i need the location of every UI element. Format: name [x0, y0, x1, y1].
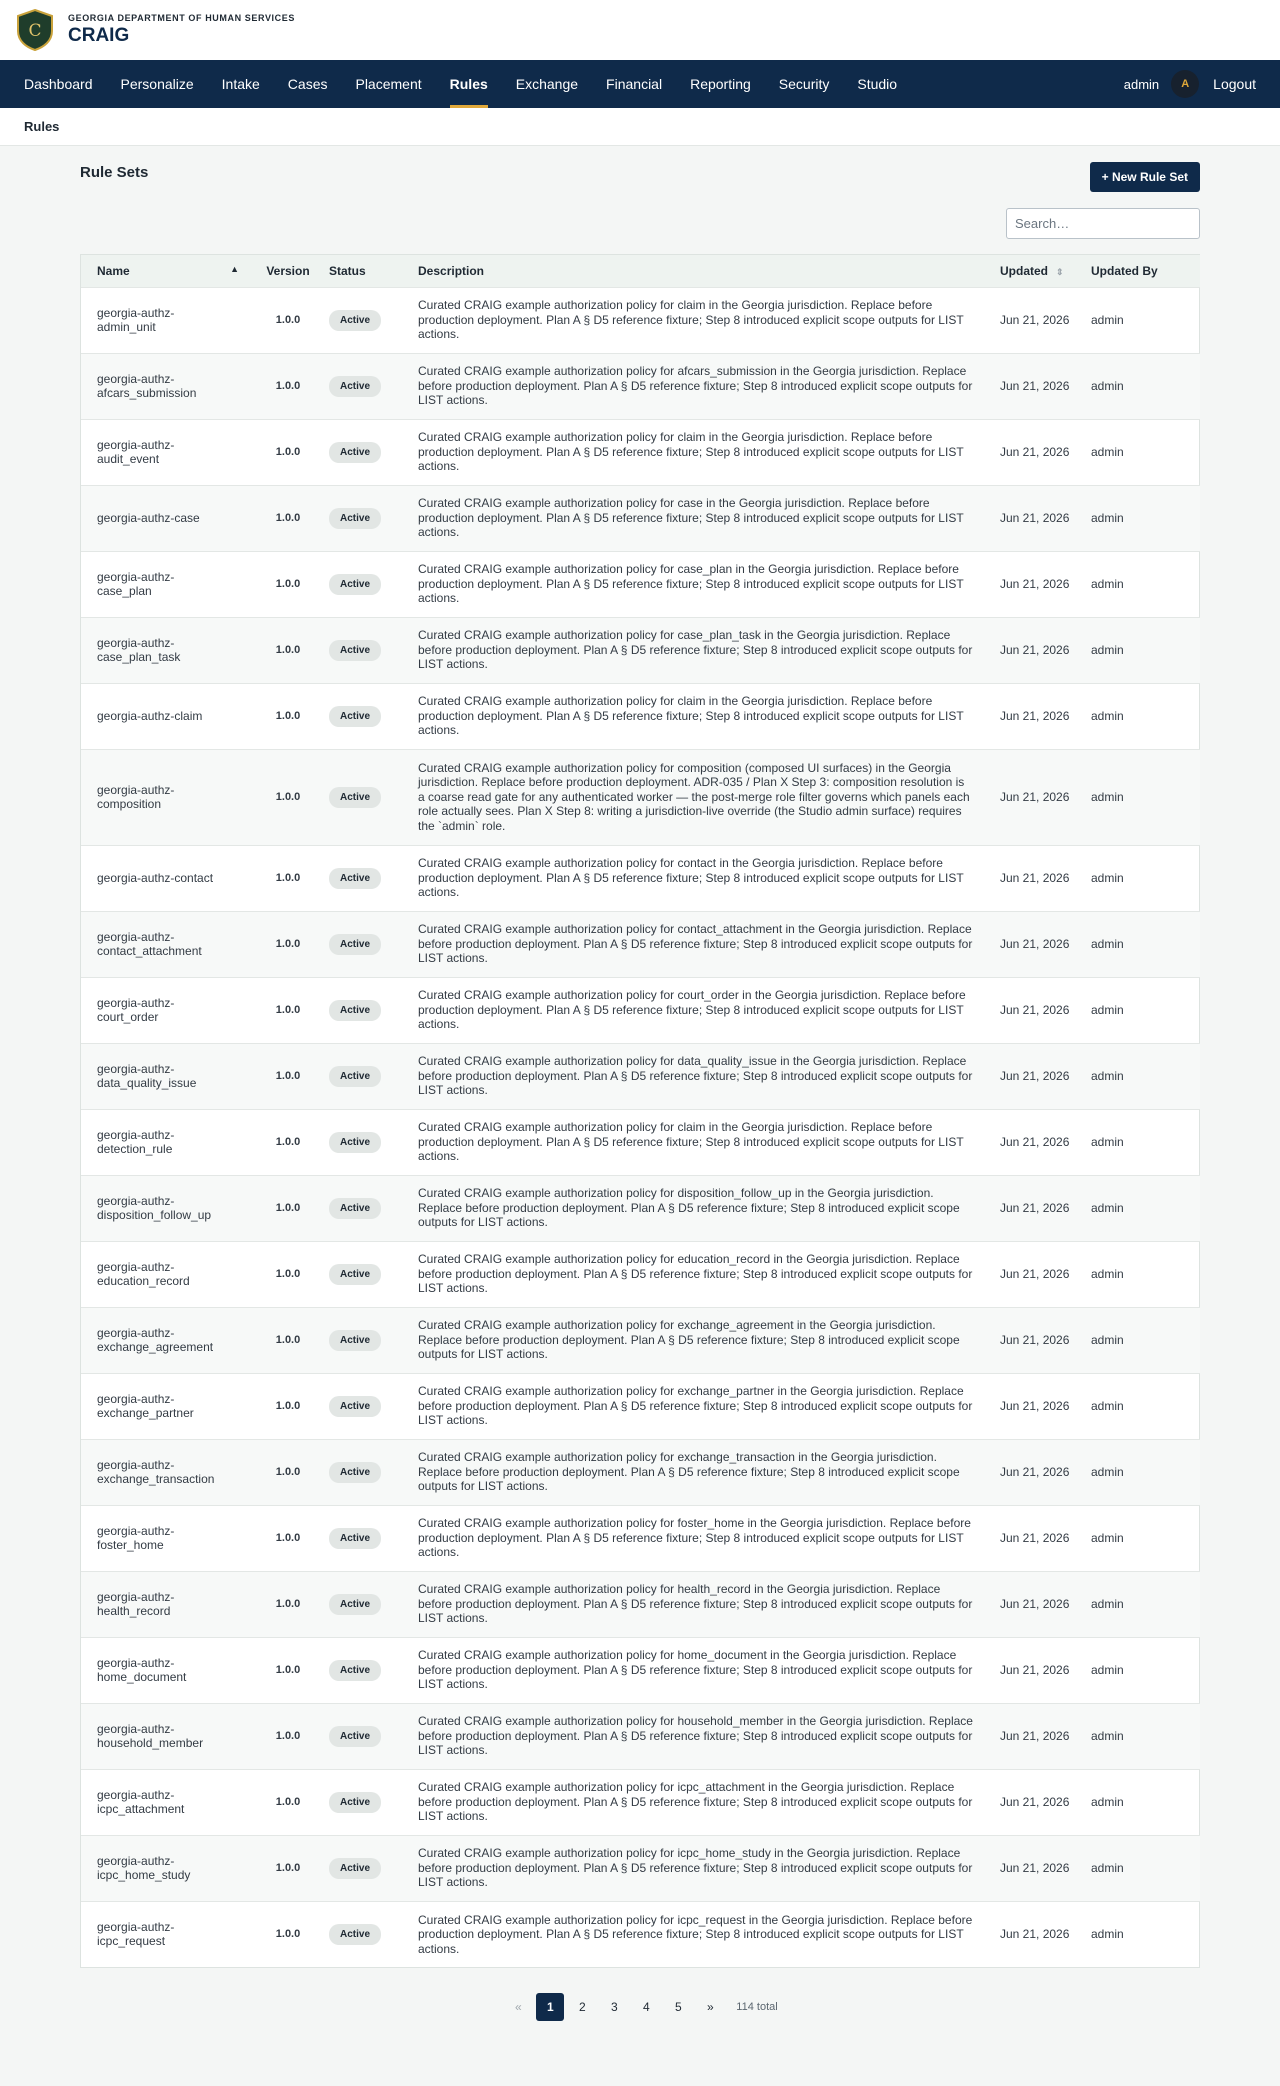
rule-set-name-line: georgia-authz-: [97, 1589, 175, 1604]
status-badge: Active: [329, 1000, 381, 1021]
status-cell: [323, 287, 412, 353]
breadcrumb: [0, 108, 1280, 146]
rule-set-name-line: georgia-authz-: [97, 782, 175, 797]
rule-set-name-cell[interactable]: [81, 1505, 253, 1571]
column-header-updated-by[interactable]: Updated By: [1091, 263, 1158, 278]
rule-set-name-line: icpc_request: [97, 1934, 166, 1949]
status-badge: Active: [329, 934, 381, 955]
nav-item-security[interactable]: Security: [778, 76, 830, 92]
rule-set-name-line: georgia-authz-claim: [97, 708, 203, 723]
version-cell: 1.0.0: [253, 1373, 323, 1439]
updated-cell: Jun 21, 2026: [994, 749, 1085, 845]
rule-set-name-cell[interactable]: [81, 1307, 253, 1373]
description-cell: Curated CRAIG example authorization policy for claim in the Georgia jurisdiction. Replace before production deployment. Plan A § D5 reference fixture; Step 8 introduced explicit scope outputs for LIST actions.: [412, 683, 994, 749]
description-cell: Curated CRAIG example authorization policy for data_quality_issue in the Georgia jurisdiction. Replace before production deployment. Plan A § D5 reference fixture; Step 8 introduced explicit scope outputs for LIST actions.: [412, 1043, 994, 1109]
page-title: Rule Sets: [80, 164, 149, 181]
rule-set-name-line: georgia-authz-: [97, 1325, 175, 1340]
rule-set-name-cell[interactable]: [81, 1637, 253, 1703]
description-cell: Curated CRAIG example authorization policy for exchange_agreement in the Georgia jurisdiction. Replace before production deployment. Plan A § D5 reference fixture; Step 8 introduced explicit scope outputs for LIST actions.: [412, 1307, 994, 1373]
updated-by-cell: admin: [1085, 1703, 1200, 1769]
sort-toggle-icon: ⇕: [1056, 266, 1064, 277]
updated-by-cell: admin: [1085, 1109, 1200, 1175]
logout-link[interactable]: Logout: [1213, 76, 1256, 92]
status-cell: [323, 749, 412, 845]
version-cell: 1.0.0: [253, 977, 323, 1043]
status-badge: Active: [329, 574, 381, 595]
nav-item-financial[interactable]: Financial: [606, 76, 663, 92]
status-badge: Active: [329, 1660, 381, 1681]
updated-by-cell: admin: [1085, 353, 1200, 419]
description-cell: Curated CRAIG example authorization policy for exchange_transaction in the Georgia jurisdiction. Replace before production deployment. Plan A § D5 reference fixture; Step 8 introduced explicit scope outputs for LIST actions.: [412, 1439, 994, 1505]
updated-cell: Jun 21, 2026: [994, 1175, 1085, 1241]
version-cell: 1.0.0: [253, 1109, 323, 1175]
rule-set-name-line: data_quality_issue: [97, 1076, 197, 1090]
status-badge: Active: [329, 1528, 381, 1549]
description-cell: Curated CRAIG example authorization policy for case in the Georgia jurisdiction. Replace before production deployment. Plan A § D5 reference fixture; Step 8 introduced explicit scope outputs for LIST actions.: [412, 485, 994, 551]
main-nav: [0, 60, 1280, 108]
version-cell: 1.0.0: [253, 1043, 323, 1109]
rule-set-name-cell[interactable]: [81, 287, 253, 353]
version-cell: 1.0.0: [253, 419, 323, 485]
table-row[interactable]: [81, 977, 1200, 1043]
page-button-4[interactable]: 4: [642, 2000, 650, 2014]
version-cell: 1.0.0: [253, 749, 323, 845]
description-cell: Curated CRAIG example authorization policy for household_member in the Georgia jurisdiction. Replace before production deployment. Plan A § D5 reference fixture; Step 8 introduced explicit scope outputs for LIST actions.: [412, 1703, 994, 1769]
rule-set-name-line: case_plan_task: [97, 650, 181, 664]
table-row[interactable]: [81, 683, 1200, 749]
rule-set-name-line: georgia-authz-: [97, 305, 175, 320]
rule-set-name-cell[interactable]: [81, 1439, 253, 1505]
status-cell: [323, 1769, 412, 1835]
status-badge: Active: [329, 1594, 381, 1615]
updated-cell: Jun 21, 2026: [994, 977, 1085, 1043]
updated-cell: Jun 21, 2026: [994, 1307, 1085, 1373]
brand: [68, 13, 295, 47]
status-cell: [323, 1043, 412, 1109]
rule-set-name-line: composition: [97, 797, 162, 811]
updated-by-cell: admin: [1085, 551, 1200, 617]
rule-set-name-line: case_plan: [97, 584, 152, 598]
status-cell: [323, 1505, 412, 1571]
rule-set-name-line: georgia-authz-: [97, 1061, 175, 1076]
status-cell: [323, 1835, 412, 1901]
column-header-updated-label: Updated: [1000, 263, 1048, 278]
version-cell: 1.0.0: [253, 1307, 323, 1373]
status-badge: Active: [329, 1330, 381, 1351]
next-page-button[interactable]: »: [706, 2000, 714, 2014]
description-cell: Curated CRAIG example authorization policy for disposition_follow_up in the Georgia jurisdiction. Replace before production deployment. Plan A § D5 reference fixture; Step 8 introduced explicit scope outputs for LIST actions.: [412, 1175, 994, 1241]
version-cell: 1.0.0: [253, 551, 323, 617]
updated-by-cell: admin: [1085, 1241, 1200, 1307]
rule-set-name-line: georgia-authz-: [97, 1919, 175, 1934]
status-cell: [323, 1637, 412, 1703]
user-name: admin: [1123, 76, 1160, 92]
rule-set-name-line: georgia-authz-contact: [97, 870, 214, 885]
updated-cell: Jun 21, 2026: [994, 1703, 1085, 1769]
nav-item-studio[interactable]: Studio: [857, 76, 898, 92]
main-content: [80, 146, 1200, 2021]
rule-set-name-line: exchange_transaction: [97, 1472, 215, 1486]
table-row[interactable]: [81, 485, 1200, 551]
column-header-version[interactable]: Version: [266, 263, 310, 278]
updated-by-cell: admin: [1085, 1637, 1200, 1703]
updated-cell: Jun 21, 2026: [994, 551, 1085, 617]
table-row[interactable]: [81, 419, 1200, 485]
description-cell: Curated CRAIG example authorization policy for education_record in the Georgia jurisdiction. Replace before production deployment. Plan A § D5 reference fixture; Step 8 introduced explicit scope outputs for LIST actions.: [412, 1241, 994, 1307]
table-row[interactable]: [81, 1373, 1200, 1439]
version-cell: 1.0.0: [253, 353, 323, 419]
status-badge: Active: [329, 706, 381, 727]
rule-set-name-cell[interactable]: [81, 749, 253, 845]
rule-set-name-line: admin_unit: [97, 320, 156, 334]
status-badge: Active: [329, 376, 381, 397]
rule-set-name-cell[interactable]: [81, 1769, 253, 1835]
rule-set-name-line: contact_attachment: [97, 944, 202, 958]
rule-set-name-cell[interactable]: [81, 1835, 253, 1901]
updated-by-cell: admin: [1085, 1769, 1200, 1835]
rule-set-name-line: georgia-authz-: [97, 1655, 175, 1670]
version-cell: 1.0.0: [253, 1703, 323, 1769]
updated-cell: Jun 21, 2026: [994, 353, 1085, 419]
rule-set-name-cell[interactable]: [81, 1571, 253, 1637]
version-cell: 1.0.0: [253, 485, 323, 551]
rule-set-name-cell[interactable]: [81, 683, 253, 749]
breadcrumb-current: Rules: [24, 119, 60, 134]
user-menu: [1124, 60, 1256, 108]
rule-set-name-line: georgia-authz-: [97, 371, 175, 386]
updated-cell: Jun 21, 2026: [994, 1505, 1085, 1571]
table-row[interactable]: [81, 1175, 1200, 1241]
status-cell: [323, 977, 412, 1043]
table-row[interactable]: [81, 1505, 1200, 1571]
description-cell: Curated CRAIG example authorization policy for contact in the Georgia jurisdiction. Replace before production deployment. Plan A § D5 reference fixture; Step 8 introduced explicit scope outputs for LIST actions.: [412, 845, 994, 911]
rule-set-name-cell[interactable]: [81, 485, 253, 551]
rule-set-name-line: icpc_home_study: [97, 1868, 191, 1882]
rule-set-name-cell[interactable]: [81, 617, 253, 683]
table-row[interactable]: [81, 1769, 1200, 1835]
updated-cell: Jun 21, 2026: [994, 617, 1085, 683]
description-cell: Curated CRAIG example authorization policy for icpc_attachment in the Georgia jurisdiction. Replace before production deployment. Plan A § D5 reference fixture; Step 8 introduced explicit scope outputs for LIST actions.: [412, 1769, 994, 1835]
rule-set-name-line: court_order: [97, 1010, 159, 1024]
table-row[interactable]: [81, 911, 1200, 977]
status-badge: Active: [329, 442, 381, 463]
updated-by-cell: admin: [1085, 683, 1200, 749]
status-badge: Active: [329, 1924, 381, 1945]
updated-cell: Jun 21, 2026: [994, 485, 1085, 551]
column-header-name-label: Name: [97, 263, 130, 278]
updated-cell: Jun 21, 2026: [994, 1373, 1085, 1439]
rule-set-name-cell[interactable]: [81, 845, 253, 911]
rule-set-name-line: georgia-authz-: [97, 929, 175, 944]
app-header: [0, 0, 1280, 60]
page-numbers: [534, 1993, 694, 2021]
status-cell: [323, 419, 412, 485]
updated-by-cell: admin: [1085, 1373, 1200, 1439]
version-cell: 1.0.0: [253, 1175, 323, 1241]
total-count: 114 total: [736, 2001, 778, 2013]
description-cell: Curated CRAIG example authorization policy for court_order in the Georgia jurisdiction. Replace before production deployment. Plan A § D5 reference fixture; Step 8 introduced explicit scope outputs for LIST actions.: [412, 977, 994, 1043]
status-cell: [323, 485, 412, 551]
status-cell: [323, 1307, 412, 1373]
rule-set-name-line: georgia-authz-: [97, 1523, 175, 1538]
page-button-3[interactable]: 3: [610, 2000, 618, 2014]
table-row[interactable]: [81, 1109, 1200, 1175]
updated-by-cell: admin: [1085, 1307, 1200, 1373]
rule-set-name-line: education_record: [97, 1274, 190, 1288]
rule-set-name-line: georgia-authz-: [97, 1853, 175, 1868]
description-cell: Curated CRAIG example authorization policy for case_plan in the Georgia jurisdiction. Replace before production deployment. Plan A § D5 reference fixture; Step 8 introduced explicit scope outputs for LIST actions.: [412, 551, 994, 617]
version-cell: 1.0.0: [253, 1241, 323, 1307]
version-cell: 1.0.0: [253, 1769, 323, 1835]
rule-set-name-cell[interactable]: [81, 1373, 253, 1439]
description-cell: Curated CRAIG example authorization policy for case_plan_task in the Georgia jurisdiction. Replace before production deployment. Plan A § D5 reference fixture; Step 8 introduced explicit scope outputs for LIST actions.: [412, 617, 994, 683]
status-cell: [323, 1439, 412, 1505]
version-cell: 1.0.0: [253, 845, 323, 911]
status-cell: [323, 1901, 412, 1967]
status-badge: Active: [329, 1792, 381, 1813]
table-body: [81, 287, 1200, 1967]
version-cell: 1.0.0: [253, 1505, 323, 1571]
page-button-1[interactable]: 1: [536, 1993, 564, 2021]
page-button-2[interactable]: 2: [578, 2000, 586, 2014]
status-badge: Active: [329, 1396, 381, 1417]
description-cell: Curated CRAIG example authorization policy for foster_home in the Georgia jurisdiction. Replace before production deployment. Plan A § D5 reference fixture; Step 8 introduced explicit scope outputs for LIST actions.: [412, 1505, 994, 1571]
new-rule-set-button[interactable]: + New Rule Set: [1090, 162, 1200, 192]
column-header-description[interactable]: Description: [418, 263, 485, 278]
updated-by-cell: admin: [1085, 911, 1200, 977]
updated-cell: Jun 21, 2026: [994, 683, 1085, 749]
updated-by-cell: admin: [1085, 419, 1200, 485]
table-row[interactable]: [81, 287, 1200, 353]
rule-set-name-cell[interactable]: [81, 1703, 253, 1769]
rule-set-name-line: georgia-authz-: [97, 569, 175, 584]
updated-by-cell: admin: [1085, 1571, 1200, 1637]
seal-letter: C: [28, 21, 42, 41]
description-cell: Curated CRAIG example authorization policy for icpc_home_study in the Georgia jurisdiction. Replace before production deployment. Plan A § D5 reference fixture; Step 8 introduced explicit scope outputs for LIST actions.: [412, 1835, 994, 1901]
status-badge: Active: [329, 1066, 381, 1087]
rule-set-name-line: disposition_follow_up: [97, 1208, 212, 1222]
department-name: GEORGIA DEPARTMENT OF HUMAN SERVICES: [68, 13, 295, 23]
status-badge: Active: [329, 1264, 381, 1285]
table-row[interactable]: [81, 551, 1200, 617]
status-badge: Active: [329, 508, 381, 529]
updated-by-cell: admin: [1085, 1901, 1200, 1967]
rule-set-name-line: exchange_partner: [97, 1406, 194, 1420]
rule-set-name-line: georgia-authz-: [97, 635, 175, 650]
table-row[interactable]: [81, 1637, 1200, 1703]
nav-item-placement[interactable]: Placement: [355, 76, 422, 92]
status-cell: [323, 683, 412, 749]
column-header-updated[interactable]: [994, 255, 1085, 287]
rule-set-name-cell[interactable]: [81, 1901, 253, 1967]
avatar[interactable]: A: [1171, 70, 1199, 98]
table-row[interactable]: [81, 1703, 1200, 1769]
nav-items: [10, 60, 1124, 108]
georgia-seal-logo: [16, 9, 54, 51]
status-cell: [323, 1175, 412, 1241]
updated-by-cell: admin: [1085, 1175, 1200, 1241]
rule-set-name-line: icpc_attachment: [97, 1802, 185, 1816]
rule-set-name-line: audit_event: [97, 452, 160, 466]
updated-by-cell: admin: [1085, 485, 1200, 551]
updated-cell: Jun 21, 2026: [994, 1901, 1085, 1967]
status-cell: [323, 617, 412, 683]
table-row[interactable]: [81, 845, 1200, 911]
rule-set-name-line: household_member: [97, 1736, 204, 1750]
rule-set-name-cell[interactable]: [81, 911, 253, 977]
description-cell: Curated CRAIG example authorization policy for contact_attachment in the Georgia jurisdiction. Replace before production deployment. Plan A § D5 reference fixture; Step 8 introduced explicit scope outputs for LIST actions.: [412, 911, 994, 977]
description-cell: Curated CRAIG example authorization policy for exchange_partner in the Georgia jurisdiction. Replace before production deployment. Plan A § D5 reference fixture; Step 8 introduced explicit scope outputs for LIST actions.: [412, 1373, 994, 1439]
status-badge: Active: [329, 310, 381, 331]
table-row[interactable]: [81, 1043, 1200, 1109]
rule-set-name-line: home_document: [97, 1670, 187, 1684]
updated-by-cell: admin: [1085, 287, 1200, 353]
rule-set-name-line: foster_home: [97, 1538, 164, 1552]
nav-item-rules[interactable]: Rules: [436, 60, 502, 108]
updated-cell: Jun 21, 2026: [994, 1637, 1085, 1703]
rule-sets-table: [80, 254, 1200, 1968]
version-cell: 1.0.0: [253, 911, 323, 977]
table-header-row: [81, 255, 1200, 287]
prev-page-button[interactable]: «: [514, 2000, 522, 2014]
version-cell: 1.0.0: [253, 1901, 323, 1967]
status-cell: [323, 911, 412, 977]
status-cell: [323, 845, 412, 911]
nav-item-reporting[interactable]: Reporting: [690, 76, 751, 92]
updated-by-cell: admin: [1085, 1505, 1200, 1571]
status-cell: [323, 353, 412, 419]
updated-by-cell: admin: [1085, 1439, 1200, 1505]
rule-set-name-line: georgia-authz-: [97, 1259, 175, 1274]
rule-set-name-cell[interactable]: [81, 353, 253, 419]
description-cell: Curated CRAIG example authorization policy for claim in the Georgia jurisdiction. Replace before production deployment. Plan A § D5 reference fixture; Step 8 introduced explicit scope outputs for LIST actions.: [412, 287, 994, 353]
rule-set-name-line: georgia-authz-: [97, 437, 175, 452]
column-header-status[interactable]: Status: [329, 263, 366, 278]
rule-set-name-line: exchange_agreement: [97, 1340, 214, 1354]
version-cell: 1.0.0: [253, 617, 323, 683]
table-row[interactable]: [81, 1901, 1200, 1967]
rule-set-name-line: afcars_submission: [97, 386, 197, 400]
rule-set-name-line: health_record: [97, 1604, 171, 1618]
column-header-name[interactable]: [81, 255, 253, 287]
status-badge: Active: [329, 1726, 381, 1747]
table-row[interactable]: [81, 1307, 1200, 1373]
search-input[interactable]: [1006, 208, 1200, 239]
description-cell: Curated CRAIG example authorization policy for home_document in the Georgia jurisdiction. Replace before production deployment. Plan A § D5 reference fixture; Step 8 introduced explicit scope outputs for LIST actions.: [412, 1637, 994, 1703]
updated-cell: Jun 21, 2026: [994, 1571, 1085, 1637]
updated-cell: Jun 21, 2026: [994, 1043, 1085, 1109]
table-row[interactable]: [81, 749, 1200, 845]
version-cell: 1.0.0: [253, 1835, 323, 1901]
updated-cell: Jun 21, 2026: [994, 911, 1085, 977]
updated-cell: Jun 21, 2026: [994, 1439, 1085, 1505]
version-cell: 1.0.0: [253, 683, 323, 749]
status-cell: [323, 1109, 412, 1175]
rule-set-name-line: georgia-authz-: [97, 1193, 175, 1208]
status-badge: Active: [329, 787, 381, 808]
table-row[interactable]: [81, 353, 1200, 419]
description-cell: Curated CRAIG example authorization policy for afcars_submission in the Georgia jurisdiction. Replace before production deployment. Plan A § D5 reference fixture; Step 8 introduced explicit scope outputs for LIST actions.: [412, 353, 994, 419]
version-cell: 1.0.0: [253, 1571, 323, 1637]
nav-item-personalize[interactable]: Personalize: [120, 76, 194, 92]
rule-set-name-line: georgia-authz-: [97, 1391, 175, 1406]
updated-by-cell: admin: [1085, 1043, 1200, 1109]
rule-set-name-cell[interactable]: [81, 1043, 253, 1109]
version-cell: 1.0.0: [253, 1439, 323, 1505]
updated-cell: Jun 21, 2026: [994, 1835, 1085, 1901]
nav-item-intake[interactable]: Intake: [221, 76, 260, 92]
rule-set-name-line: georgia-authz-: [97, 1127, 175, 1142]
status-cell: [323, 1571, 412, 1637]
pagination: [80, 1993, 1200, 2021]
app-name: CRAIG: [68, 25, 130, 46]
table-row[interactable]: [81, 1835, 1200, 1901]
rule-set-name-cell[interactable]: [81, 551, 253, 617]
updated-cell: Jun 21, 2026: [994, 1109, 1085, 1175]
table-row[interactable]: [81, 1439, 1200, 1505]
status-cell: [323, 1703, 412, 1769]
status-badge: Active: [329, 1132, 381, 1153]
updated-cell: Jun 21, 2026: [994, 1241, 1085, 1307]
status-cell: [323, 1373, 412, 1439]
rule-set-name-line: georgia-authz-: [97, 1787, 175, 1802]
rule-set-name-cell[interactable]: [81, 1109, 253, 1175]
table-row[interactable]: [81, 617, 1200, 683]
status-badge: Active: [329, 1198, 381, 1219]
rule-set-name-line: georgia-authz-case: [97, 510, 200, 525]
version-cell: 1.0.0: [253, 1637, 323, 1703]
rule-set-name-cell[interactable]: [81, 419, 253, 485]
table-row[interactable]: [81, 1241, 1200, 1307]
updated-by-cell: admin: [1085, 845, 1200, 911]
updated-cell: Jun 21, 2026: [994, 419, 1085, 485]
status-cell: [323, 551, 412, 617]
status-cell: [323, 1241, 412, 1307]
rule-set-name-cell[interactable]: [81, 1175, 253, 1241]
nav-item-exchange[interactable]: Exchange: [515, 76, 579, 92]
rule-set-name-line: georgia-authz-: [97, 1457, 175, 1472]
description-cell: Curated CRAIG example authorization policy for claim in the Georgia jurisdiction. Replace before production deployment. Plan A § D5 reference fixture; Step 8 introduced explicit scope outputs for LIST actions.: [412, 1109, 994, 1175]
rule-set-name-cell[interactable]: [81, 977, 253, 1043]
rule-set-name-line: detection_rule: [97, 1142, 173, 1156]
updated-by-cell: admin: [1085, 749, 1200, 845]
nav-item-dashboard[interactable]: Dashboard: [24, 76, 93, 92]
status-badge: Active: [329, 868, 381, 889]
rule-set-name-line: georgia-authz-: [97, 995, 175, 1010]
updated-by-cell: admin: [1085, 977, 1200, 1043]
status-badge: Active: [329, 1858, 381, 1879]
updated-by-cell: admin: [1085, 1835, 1200, 1901]
updated-by-cell: admin: [1085, 617, 1200, 683]
page-button-5[interactable]: 5: [674, 2000, 682, 2014]
updated-cell: Jun 21, 2026: [994, 845, 1085, 911]
sort-ascending-icon: ▲: [230, 263, 239, 274]
description-cell: Curated CRAIG example authorization policy for claim in the Georgia jurisdiction. Replace before production deployment. Plan A § D5 reference fixture; Step 8 introduced explicit scope outputs for LIST actions.: [412, 419, 994, 485]
version-cell: 1.0.0: [253, 287, 323, 353]
description-cell: Curated CRAIG example authorization policy for composition (composed UI surfaces) in the Georgia jurisdiction. Replace before production deployment. ADR-035 / Plan X Step 3: composition resolution is a coarse read gate for any authenticated worker — the post-merge role filter governs which panels each role actually sees. Plan X Step 8: writing a jurisdiction-live override (the Studio admin surface) requires the `admin` role.: [412, 749, 994, 845]
table-row[interactable]: [81, 1571, 1200, 1637]
status-badge: Active: [329, 1462, 381, 1483]
updated-cell: Jun 21, 2026: [994, 287, 1085, 353]
description-cell: Curated CRAIG example authorization policy for icpc_request in the Georgia jurisdiction. Replace before production deployment. Plan A § D5 reference fixture; Step 8 introduced explicit scope outputs for LIST actions.: [412, 1901, 994, 1967]
rule-set-name-cell[interactable]: [81, 1241, 253, 1307]
description-cell: Curated CRAIG example authorization policy for health_record in the Georgia jurisdiction. Replace before production deployment. Plan A § D5 reference fixture; Step 8 introduced explicit scope outputs for LIST actions.: [412, 1571, 994, 1637]
nav-item-cases[interactable]: Cases: [287, 76, 328, 92]
rule-set-name-line: georgia-authz-: [97, 1721, 175, 1736]
status-badge: Active: [329, 640, 381, 661]
updated-cell: Jun 21, 2026: [994, 1769, 1085, 1835]
